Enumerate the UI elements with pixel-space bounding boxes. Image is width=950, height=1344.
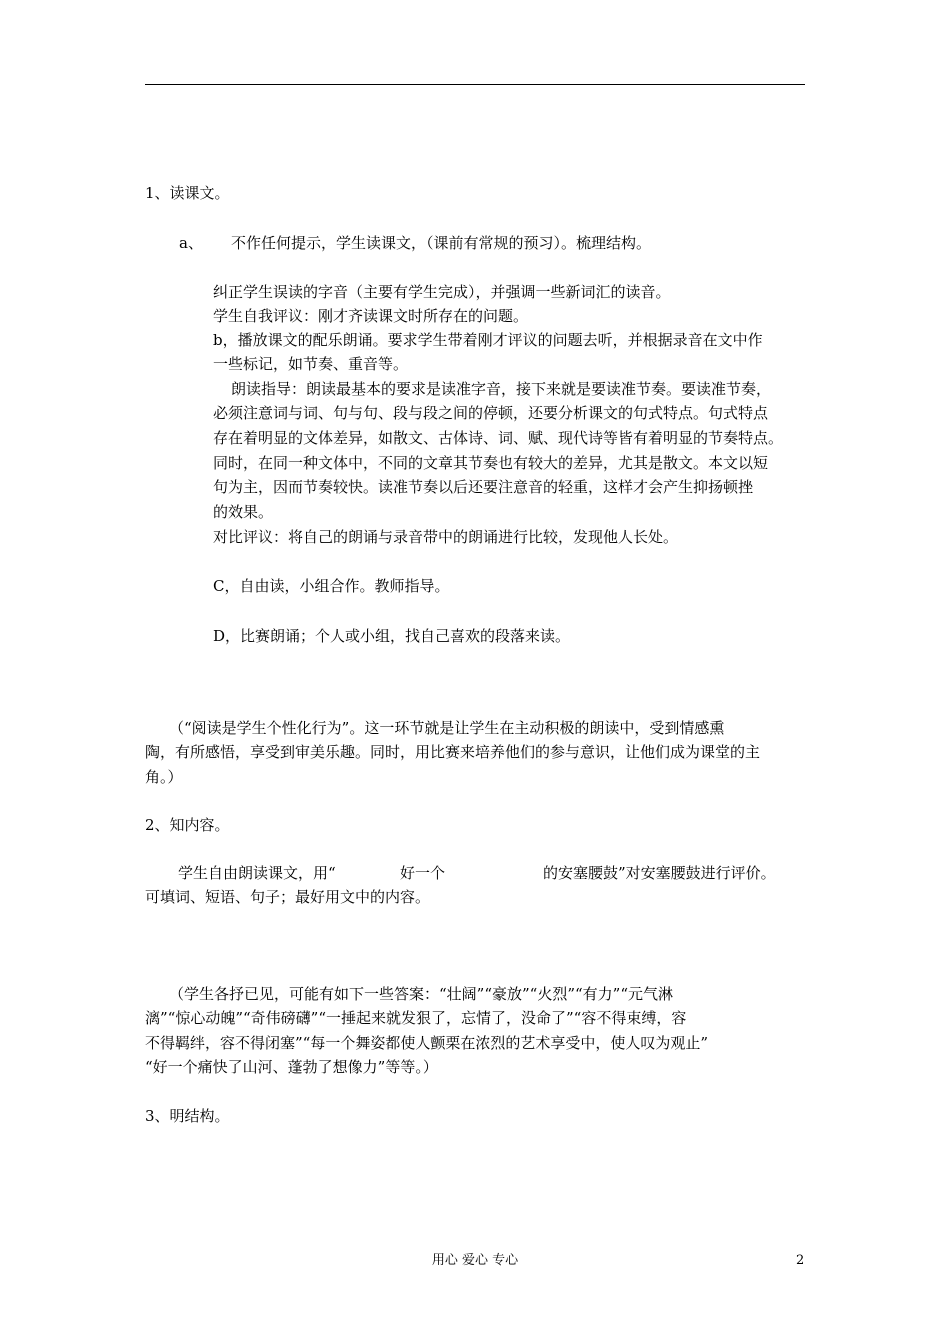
header-rule xyxy=(145,84,805,85)
reading-note-line-3: 角。） xyxy=(145,768,183,786)
item-a-text: 不作任何提示，学生读课文，（课前有常规的预习）。梳理结构。 xyxy=(231,234,652,252)
item-a-marker: a、 xyxy=(179,234,203,252)
section-2-prompt-start: 学生自由朗读课文，用“ xyxy=(178,864,336,882)
reading-note-line-2: 陶，有所感悟，享受到审美乐趣。同时，用比赛来培养他们的参与意识，让他们成为课堂的主 xyxy=(145,743,761,761)
paragraph-self-review: 学生自我评议：刚才齐读课文时所存在的问题。 xyxy=(213,307,529,325)
paragraph-c: C，自由读，小组合作。教师指导。 xyxy=(213,577,450,595)
guide-line-2: 必须注意词与词、句与句、段与段之间的停顿，还要分析课文的句式特点。句式特点 xyxy=(213,404,769,422)
guide-line-5: 句为主，因而节奏较快。读准节奏以后还要注意音的轻重，这样才会产生抑扬顿挫 xyxy=(213,478,754,496)
answers-line-3: 不得羁绊，容不得闭塞”“每一个舞姿都使人颤栗在浓烈的艺术享受中，使人叹为观止” xyxy=(145,1034,709,1052)
answers-line-2: 漓”“惊心动魄”“奇伟磅礴”“一捶起来就发狠了，忘情了，没命了”“容不得束缚，容 xyxy=(145,1009,687,1027)
guide-line-6: 的效果。 xyxy=(213,503,274,521)
section-1-title: 1、读课文。 xyxy=(145,184,230,202)
paragraph-b-line-1: b，播放课文的配乐朗诵。要求学生带着刚才评议的问题去听，并根据录音在文中作 xyxy=(213,331,763,349)
paragraph-compare: 对比评议：将自己的朗诵与录音带中的朗诵进行比较，发现他人长处。 xyxy=(213,528,679,546)
section-2-prompt-mid: 好一个 xyxy=(400,864,446,882)
paragraph-b-line-2: 一些标记，如节奏、重音等。 xyxy=(213,355,409,373)
footer-motto: 用心 爱心 专心 xyxy=(431,1253,519,1268)
section-2-prompt-end: 的安塞腰鼓”对安塞腰鼓进行评价。 xyxy=(543,864,776,882)
paragraph-correct: 纠正学生误读的字音（主要有学生完成），并强调一些新词汇的读音。 xyxy=(213,283,671,301)
section-3-title: 3、明结构。 xyxy=(145,1107,230,1125)
section-2-line-2: 可填词、短语、句子；最好用文中的内容。 xyxy=(145,888,431,906)
paragraph-d: D，比赛朗诵；个人或小组，找自己喜欢的段落来读。 xyxy=(213,627,571,645)
reading-note-line-1: （“阅读是学生个性化行为”。这一环节就是让学生在主动积极的朗读中，受到情感熏 xyxy=(169,719,725,737)
answers-line-1: （学生各抒已见，可能有如下一些答案：“壮阔”“豪放”“火烈”“有力”“元气淋 xyxy=(169,985,674,1003)
guide-line-4: 同时，在同一种文体中，不同的文章其节奏也有较大的差异，尤其是散文。本文以短 xyxy=(213,454,769,472)
answers-line-4: “好一个痛快了山河、蓬勃了想像力”等等。） xyxy=(145,1058,438,1076)
page-number: 2 xyxy=(796,1253,805,1268)
guide-line-3: 存在着明显的文体差异，如散文、古体诗、词、赋、现代诗等皆有着明显的节奏特点。 xyxy=(213,429,784,447)
section-2-title: 2、知内容。 xyxy=(145,816,230,834)
guide-line-1: 朗读指导：朗读最基本的要求是读准字音，接下来就是要读准节奏。要读准节奏， xyxy=(231,380,772,398)
